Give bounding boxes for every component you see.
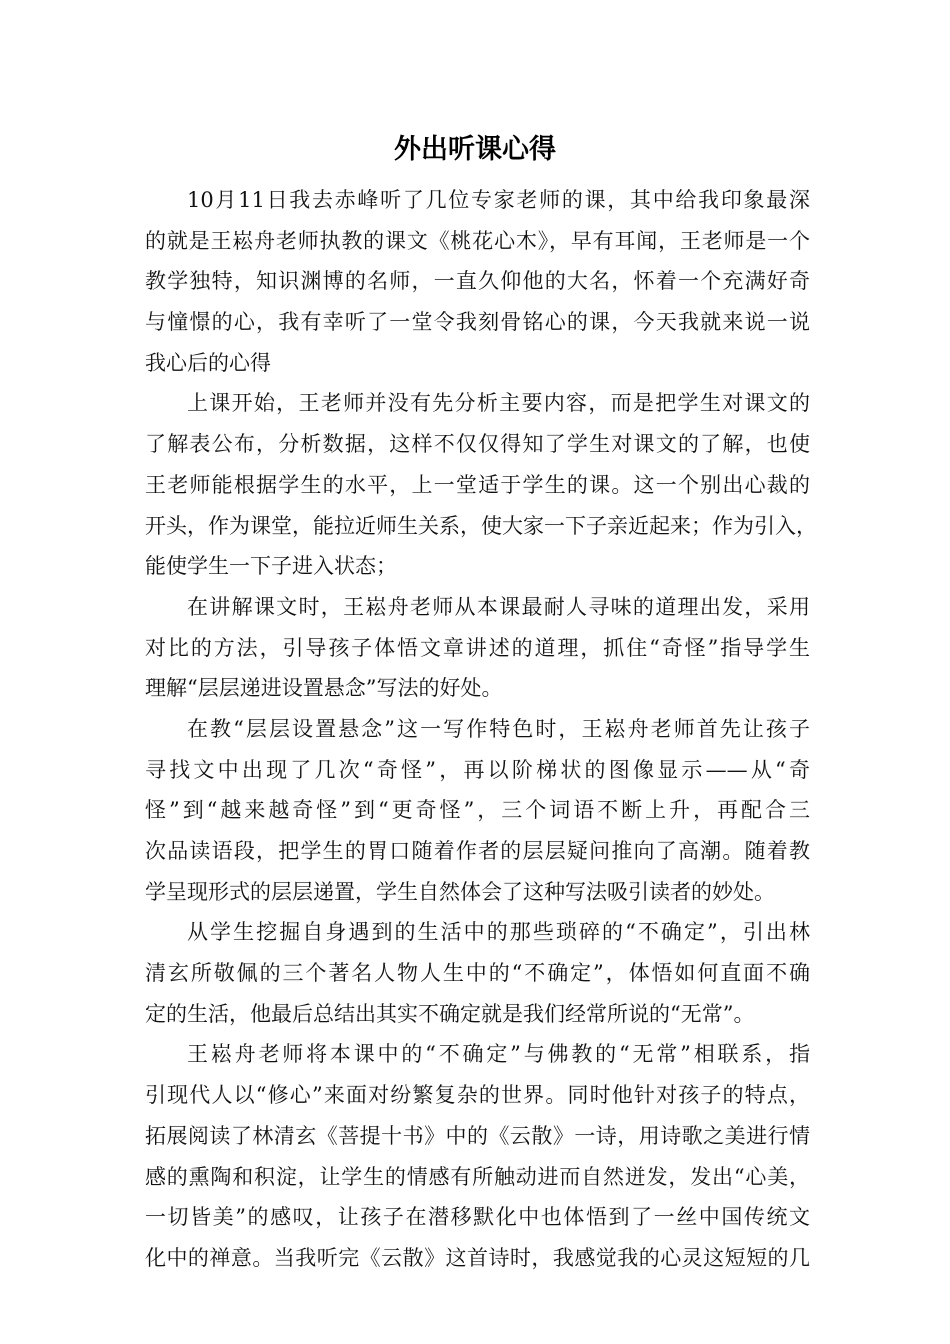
text-line: 从学生挖掘自身遇到的生活中的那些琐碎的“不确定”，引出林 <box>187 920 810 945</box>
text-line: 教学独特，知识渊博的名师，一直久仰他的大名，怀着一个充满好奇 <box>145 269 810 294</box>
text-line: 上课开始，王老师并没有先分析主要内容，而是把学生对课文的 <box>187 391 810 416</box>
text-line: 开头，作为课堂，能拉近师生关系，使大家一下子亲近起来；作为引入， <box>145 513 817 538</box>
text-line: 在讲解课文时，王崧舟老师从本课最耐人寻味的道理出发，采用 <box>187 594 810 619</box>
text-line: 拓展阅读了林清玄《菩提十书》中的《云散》一诗，用诗歌之美进行情 <box>145 1123 810 1148</box>
text-line: 定的生活，他最后总结出其实不确定就是我们经常所说的“无常”。 <box>145 1001 755 1026</box>
text-line: 一切皆美”的感叹，让孩子在潜移默化中也体悟到了一丝中国传统文 <box>145 1205 810 1230</box>
text-line: 次品读语段，把学生的胃口随着作者的层层疑问推向了高潮。随着教 <box>145 839 810 863</box>
text-line: 清玄所敬佩的三个著名人物人生中的“不确定”，体悟如何直面不确 <box>145 961 810 986</box>
text-line: 引现代人以“修心”来面对纷繁复杂的世界。同时他针对孩子的特点， <box>145 1083 810 1108</box>
text-line: 王老师能根据学生的水平，上一堂适于学生的课。这一个别出心裁的 <box>145 472 810 497</box>
text-line: 我心后的心得 <box>145 350 271 375</box>
text-line: 理解“层层递进设置悬念”写法的好处。 <box>145 676 503 701</box>
text-line: 化中的禅意。当我听完《云散》这首诗时，我感觉我的心灵这短短的几 <box>145 1245 810 1270</box>
text-line: 怪”到“越来越奇怪”到“更奇怪”，三个词语不断上升，再配合三 <box>145 798 810 823</box>
text-line: 10月11日我去赤峰听了几位专家老师的课，其中给我印象最深 <box>187 188 810 212</box>
text-line: 在教“层层设置悬念”这一写作特色时，王崧舟老师首先让孩子 <box>187 716 810 741</box>
text-line: 能使学生一下子进入状态； <box>145 554 397 579</box>
text-line: 学呈现形式的层层递置，学生自然体会了这种写法吸引读者的妙处。 <box>145 879 775 904</box>
text-line: 对比的方法，引导孩子体悟文章讲述的道理，抓住“奇怪”指导学生 <box>145 635 810 660</box>
text-line: 寻找文中出现了几次“奇怪”，再以阶梯状的图像显示——从“奇 <box>145 757 810 782</box>
text-line: 王崧舟老师将本课中的“不确定”与佛教的“无常”相联系，指 <box>187 1042 810 1067</box>
text-line: 的就是王崧舟老师执教的课文《桃花心木》，早有耳闻，王老师是一个 <box>145 228 810 253</box>
text-line: 感的熏陶和积淀，让学生的情感有所触动进而自然迸发，发出“心美， <box>145 1164 810 1189</box>
document-title: 外出听课心得 <box>394 134 556 165</box>
document-body <box>145 180 817 1279</box>
text-line: 了解表公布，分析数据，这样不仅仅得知了学生对课文的了解，也使 <box>145 432 810 457</box>
text-line: 与憧憬的心，我有幸听了一堂令我刻骨铭心的课，今天我就来说一说 <box>145 310 810 335</box>
